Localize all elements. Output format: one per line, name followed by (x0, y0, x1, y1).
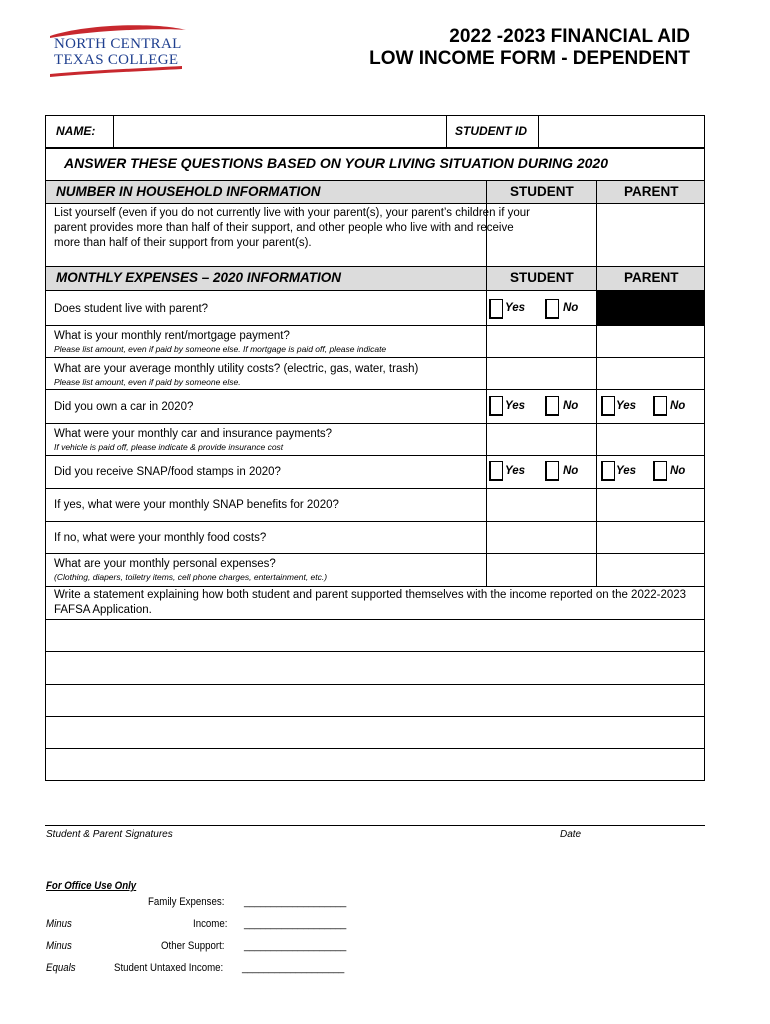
student-id-label: STUDENT ID (455, 124, 527, 138)
car-parent-yes-label: Yes (616, 400, 637, 412)
q-food-costs: If no, what were your monthly food costs? (54, 532, 267, 544)
student-id-field[interactable] (539, 116, 704, 147)
utilities-student-field[interactable] (487, 358, 596, 389)
q-rent-note: Please list amount, even if paid by someone else. If mortgage is paid off, please indicate (54, 344, 387, 354)
utilities-parent-field[interactable] (597, 358, 704, 389)
office-income-blank[interactable]: ___________________ (244, 918, 347, 930)
signature-label: Student & Parent Signatures (46, 829, 173, 840)
office-untaxed-blank[interactable]: ___________________ (242, 962, 345, 974)
date-label: Date (560, 829, 582, 840)
office-family-blank[interactable]: ___________________ (244, 896, 347, 908)
snapamt-student-field[interactable] (487, 489, 596, 521)
snap-parent-yes-checkbox[interactable] (601, 461, 615, 481)
logo-line-1: NORTH CENTRAL (54, 36, 182, 52)
expenses-heading: MONTHLY EXPENSES – 2020 INFORMATION (56, 270, 342, 285)
car-student-yes-label: Yes (505, 400, 526, 412)
live-student-no-label: No (563, 302, 579, 314)
carpay-student-field[interactable] (487, 424, 596, 455)
q-live-with-parent: Does student live with parent? (54, 303, 209, 315)
household-student-col: STUDENT (510, 184, 574, 199)
expenses-parent-col: PARENT (624, 270, 679, 285)
statement-prompt: Write a statement explaining how both student and parent supported themselves with the income reported on the 2022-2023 FAFSA Application. (54, 589, 687, 616)
car-student-no-label: No (563, 400, 579, 412)
car-parent-no-checkbox[interactable] (653, 396, 667, 416)
q-car: Did you own a car in 2020? (54, 401, 194, 413)
signature-line (45, 825, 705, 826)
household-parent-field[interactable] (597, 204, 704, 266)
car-parent-no-label: No (670, 400, 686, 412)
office-other-blank[interactable]: ___________________ (244, 940, 347, 952)
live-parent-blocked-cell (597, 291, 704, 325)
office-equals: Equals (46, 962, 76, 974)
q-snap-amount: If yes, what were your monthly SNAP benefits for 2020? (54, 499, 339, 511)
snapamt-parent-field[interactable] (597, 489, 704, 521)
live-student-yes-label: Yes (505, 302, 526, 314)
snap-parent-yes-label: Yes (616, 465, 637, 477)
logo-line-2: TEXAS COLLEGE (54, 52, 179, 68)
q-utilities-note: Please list amount, even if paid by someone else. (54, 377, 241, 387)
car-student-yes-checkbox[interactable] (489, 396, 503, 416)
college-logo (46, 24, 188, 80)
household-student-field[interactable] (487, 204, 596, 266)
personal-parent-field[interactable] (597, 554, 704, 586)
name-label: NAME: (56, 124, 96, 138)
q-snap: Did you receive SNAP/food stamps in 2020? (54, 466, 281, 478)
q-personal-note: (Clothing, diapers, toiletry items, cell phone charges, entertainment, etc.) (54, 572, 328, 582)
q-rent: What is your monthly rent/mortgage payment? (54, 330, 290, 342)
snap-student-yes-checkbox[interactable] (489, 461, 503, 481)
snap-student-no-label: No (563, 465, 579, 477)
q-personal: What are your monthly personal expenses? (54, 558, 276, 570)
q-car-payments: What were your monthly car and insurance payments? (54, 428, 333, 440)
office-other-label: Other Support: (161, 940, 225, 952)
car-student-no-checkbox[interactable] (545, 396, 559, 416)
expenses-student-col: STUDENT (510, 270, 574, 285)
office-minus-2: Minus (46, 940, 72, 952)
rent-student-field[interactable] (487, 326, 596, 357)
q-utilities: What are your average monthly utility costs? (electric, gas, water, trash) (54, 363, 419, 375)
live-student-yes-checkbox[interactable] (489, 299, 503, 319)
live-student-no-checkbox[interactable] (545, 299, 559, 319)
office-family-label: Family Expenses: (148, 896, 225, 908)
q-car-payments-note: If vehicle is paid off, please indicate & provide insurance cost (54, 442, 284, 452)
car-parent-yes-checkbox[interactable] (601, 396, 615, 416)
statement-text-area[interactable] (46, 620, 704, 780)
office-minus-1: Minus (46, 918, 72, 930)
form-title-line-1: 2022 -2023 FINANCIAL AID (449, 26, 690, 47)
household-description: List yourself (even if you do not currently live with your parent(s), your parent’s children if your parent provides more than half of their support, and other people who live with and receive more than half of their support from your parent(s). (54, 207, 530, 249)
form-title-line-2: LOW INCOME FORM - DEPENDENT (369, 48, 690, 69)
snap-parent-no-label: No (670, 465, 686, 477)
food-student-field[interactable] (487, 522, 596, 553)
snap-student-no-checkbox[interactable] (545, 461, 559, 481)
name-field[interactable] (114, 116, 445, 147)
office-income-label: Income: (193, 918, 228, 930)
rent-parent-field[interactable] (597, 326, 704, 357)
personal-student-field[interactable] (487, 554, 596, 586)
carpay-parent-field[interactable] (597, 424, 704, 455)
office-untaxed-label: Student Untaxed Income: (114, 962, 224, 974)
household-parent-col: PARENT (624, 184, 679, 199)
office-use-heading: For Office Use Only (46, 880, 137, 892)
instruction-text: ANSWER THESE QUESTIONS BASED ON YOUR LIVING SITUATION DURING 2020 (64, 155, 608, 171)
food-parent-field[interactable] (597, 522, 704, 553)
snap-student-yes-label: Yes (505, 465, 526, 477)
household-heading: NUMBER IN HOUSEHOLD INFORMATION (56, 184, 321, 199)
signature-field[interactable] (46, 810, 704, 824)
snap-parent-no-checkbox[interactable] (653, 461, 667, 481)
